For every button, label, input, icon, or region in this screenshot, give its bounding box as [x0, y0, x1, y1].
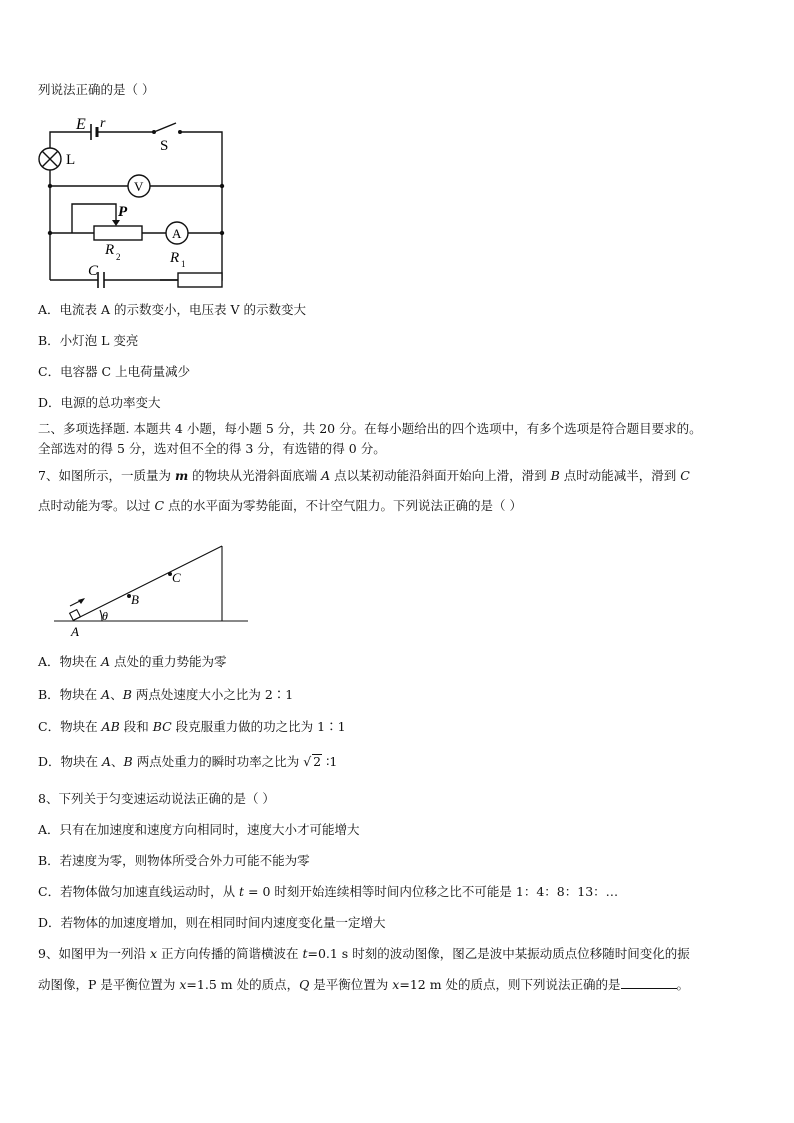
label-S: S — [160, 138, 169, 154]
q7-option-d: D．物块在 A、B 两点处重力的瞬时功率之比为 √ 2 ∶1 — [38, 754, 338, 769]
circuit-diagram — [36, 112, 236, 284]
label-P: P — [118, 204, 128, 220]
q8-stem: 8、下列关于匀变速运动说法正确的是（ ） — [38, 791, 275, 806]
section2-line2: 全部选对的得 5 分，选对但不全的得 3 分，有选错的得 0 分。 — [38, 441, 386, 456]
q7-option-a: A．物块在 A 点处的重力势能为零 — [38, 654, 227, 669]
incline-label-c: C — [172, 570, 181, 585]
answer-blank[interactable] — [621, 976, 677, 989]
q9-stem-line2: 动图像，P 是平衡位置为 x=1.5 m 处的质点，Q 是平衡位置为 x=12 m 处的质点，则下列说法正确的是 。 — [38, 977, 690, 992]
q8-option-d: D．若物体的加速度增加，则在相同时间内速度变化量一定增大 — [38, 915, 386, 930]
sqrt-sign: √ — [303, 754, 312, 769]
label-A: A — [172, 226, 182, 241]
q9-stem-line1: 9、如图甲为一列沿 x 正方向传播的简谐横波在 t=0.1 s 时刻的波动图像，图乙是波中某振动质点位移随时间变化的振 — [38, 946, 690, 961]
q7-option-b: B．物块在 A、B 两点处速度大小之比为 2∶1 — [38, 687, 294, 702]
label-E: E — [76, 116, 86, 133]
incline-label-a: A — [71, 624, 79, 639]
q7-stem-line2: 点时动能为零。以过 C 点的水平面为零势能面，不计空气阻力。下列说法正确的是（ ） — [38, 498, 523, 513]
label-R1: R — [170, 250, 180, 266]
label-V: V — [134, 179, 144, 194]
q7-stem-line1: 7、如图所示，一质量为 m 的物块从光滑斜面底端 A 点以某初动能沿斜面开始向上滑，滑到 B 点时动能减半，滑到 C — [38, 468, 690, 483]
q6-option-c: C．电容器 C 上电荷量减少 — [38, 364, 191, 379]
section2-line1: 二、多项选择题. 本题共 4 小题，每小题 5 分，共 20 分。在每小题给出的四个选项中，有多个选项是符合题目要求的。 — [38, 421, 702, 436]
label-L: L — [66, 152, 76, 168]
incline-diagram — [54, 540, 254, 640]
q6-option-d: D．电源的总功率变大 — [38, 395, 161, 410]
q6-stem-end: 列说法正确的是（ ） — [38, 82, 155, 97]
q8-option-a: A．只有在加速度和速度方向相同时，速度大小才可能增大 — [38, 822, 360, 837]
incline-label-theta: θ — [102, 609, 108, 623]
q6-option-a: A．电流表 A 的示数变小，电压表 V 的示数变大 — [38, 302, 306, 317]
q6-option-b: B．小灯泡 L 变亮 — [38, 333, 139, 348]
label-C: C — [88, 263, 99, 279]
label-r: r — [100, 116, 106, 131]
q8-option-b: B．若速度为零，则物体所受合外力可能不能为零 — [38, 853, 310, 868]
incline-label-b: B — [131, 592, 139, 607]
label-R2: R — [105, 242, 115, 258]
label-R1-sub: 1 — [181, 259, 186, 269]
label-R2-sub: 2 — [116, 252, 121, 262]
q8-option-c: C．若物体做匀加速直线运动时，从 t = 0 时刻开始连续相等时间内位移之比不可能是 1：4：8：13：… — [38, 884, 619, 899]
q7-option-c: C．物块在 AB 段和 BC 段克服重力做的功之比为 1∶1 — [38, 719, 346, 734]
